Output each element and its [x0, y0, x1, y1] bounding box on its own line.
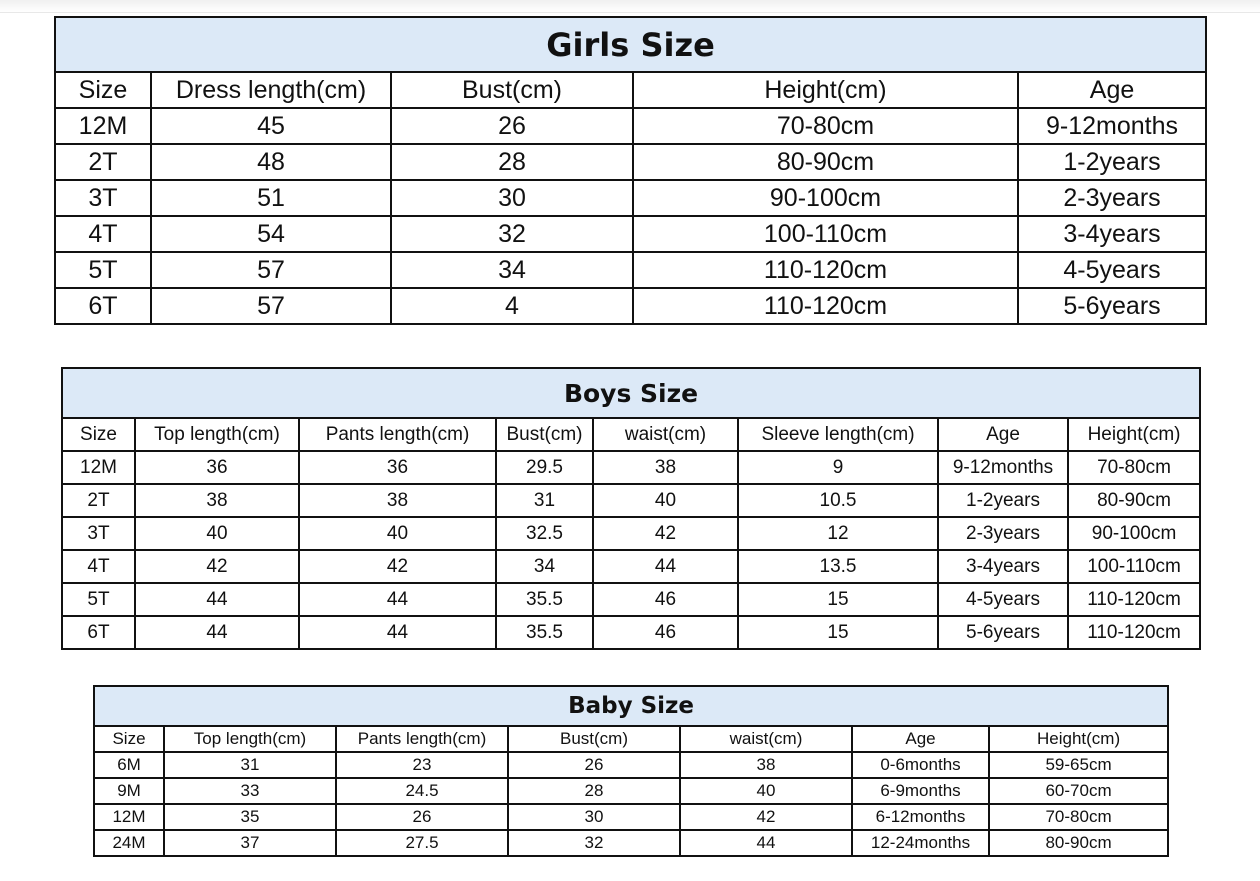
- table-cell: 51: [151, 180, 391, 216]
- table-header-row: [94, 726, 1168, 752]
- column-header: Height(cm): [633, 72, 1018, 108]
- table-cell: 4: [391, 288, 633, 324]
- table-cell: 26: [508, 752, 680, 778]
- table-cell: 80-90cm: [989, 830, 1168, 856]
- table-title: Girls Size: [55, 17, 1206, 72]
- column-header: Height(cm): [989, 726, 1168, 752]
- table-row: [94, 752, 1168, 778]
- table-cell: 1-2years: [1018, 144, 1206, 180]
- table-cell: 70-80cm: [1068, 451, 1200, 484]
- table-cell: 36: [135, 451, 299, 484]
- table-cell: 24M: [94, 830, 164, 856]
- table-cell: 23: [336, 752, 508, 778]
- table-cell: 26: [336, 804, 508, 830]
- column-header: Sleeve length(cm): [738, 418, 938, 451]
- table-title-row: [62, 368, 1200, 418]
- table-cell: 36: [299, 451, 496, 484]
- table-header-row: [62, 418, 1200, 451]
- table-cell: 32: [508, 830, 680, 856]
- table-cell: 12-24months: [852, 830, 989, 856]
- table-row: [62, 451, 1200, 484]
- column-header: Age: [938, 418, 1068, 451]
- table-cell: 46: [593, 583, 738, 616]
- table-cell: 3-4years: [1018, 216, 1206, 252]
- table-cell: 3T: [55, 180, 151, 216]
- table-cell: 3T: [62, 517, 135, 550]
- column-header: Bust(cm): [496, 418, 593, 451]
- table-cell: 110-120cm: [633, 288, 1018, 324]
- table-cell: 24.5: [336, 778, 508, 804]
- table-cell: 90-100cm: [1068, 517, 1200, 550]
- table-cell: 12M: [94, 804, 164, 830]
- table-title-row: [94, 686, 1168, 726]
- table-cell: 5T: [55, 252, 151, 288]
- table-cell: 5-6years: [938, 616, 1068, 649]
- table-cell: 29.5: [496, 451, 593, 484]
- table-row: [94, 830, 1168, 856]
- table-cell: 35.5: [496, 583, 593, 616]
- table-cell: 2T: [55, 144, 151, 180]
- table-title-row: [55, 17, 1206, 72]
- table-cell: 44: [135, 583, 299, 616]
- table-cell: 80-90cm: [1068, 484, 1200, 517]
- table-cell: 4T: [62, 550, 135, 583]
- table-cell: 38: [680, 752, 852, 778]
- table-title: Baby Size: [94, 686, 1168, 726]
- column-header: Top length(cm): [164, 726, 336, 752]
- column-header: Age: [1018, 72, 1206, 108]
- table-cell: 28: [391, 144, 633, 180]
- table-cell: 40: [680, 778, 852, 804]
- column-header: Pants length(cm): [299, 418, 496, 451]
- table-cell: 10.5: [738, 484, 938, 517]
- table-cell: 6T: [55, 288, 151, 324]
- table-cell: 42: [299, 550, 496, 583]
- table-cell: 45: [151, 108, 391, 144]
- table-cell: 90-100cm: [633, 180, 1018, 216]
- table-cell: 35: [164, 804, 336, 830]
- table-cell: 9-12months: [938, 451, 1068, 484]
- table-cell: 37: [164, 830, 336, 856]
- table-cell: 38: [593, 451, 738, 484]
- table-cell: 35.5: [496, 616, 593, 649]
- table-cell: 42: [135, 550, 299, 583]
- table-cell: 100-110cm: [633, 216, 1018, 252]
- table-row: [62, 550, 1200, 583]
- table-row: [55, 252, 1206, 288]
- table-cell: 6M: [94, 752, 164, 778]
- table-cell: 3-4years: [938, 550, 1068, 583]
- table-cell: 15: [738, 616, 938, 649]
- table-header-row: [55, 72, 1206, 108]
- table-cell: 12M: [62, 451, 135, 484]
- table-row: [55, 108, 1206, 144]
- table-cell: 80-90cm: [633, 144, 1018, 180]
- table-cell: 110-120cm: [633, 252, 1018, 288]
- table-cell: 44: [299, 616, 496, 649]
- table-cell: 59-65cm: [989, 752, 1168, 778]
- table-cell: 44: [593, 550, 738, 583]
- table-cell: 40: [299, 517, 496, 550]
- table-cell: 38: [135, 484, 299, 517]
- table-cell: 110-120cm: [1068, 616, 1200, 649]
- table-row: [62, 616, 1200, 649]
- table-cell: 15: [738, 583, 938, 616]
- table-cell: 2-3years: [1018, 180, 1206, 216]
- column-header: Bust(cm): [508, 726, 680, 752]
- table-cell: 26: [391, 108, 633, 144]
- column-header: waist(cm): [593, 418, 738, 451]
- table-row: [62, 583, 1200, 616]
- top-divider: [0, 0, 1260, 13]
- column-header: Bust(cm): [391, 72, 633, 108]
- table-cell: 40: [135, 517, 299, 550]
- table-cell: 4-5years: [938, 583, 1068, 616]
- table-cell: 13.5: [738, 550, 938, 583]
- table-cell: 46: [593, 616, 738, 649]
- table-cell: 70-80cm: [989, 804, 1168, 830]
- table-row: [55, 180, 1206, 216]
- table-title: Boys Size: [62, 368, 1200, 418]
- table-row: [55, 144, 1206, 180]
- column-header: Dress length(cm): [151, 72, 391, 108]
- table-cell: 31: [164, 752, 336, 778]
- table-row: [55, 288, 1206, 324]
- table-cell: 32.5: [496, 517, 593, 550]
- column-header: Top length(cm): [135, 418, 299, 451]
- table-cell: 4-5years: [1018, 252, 1206, 288]
- table-cell: 33: [164, 778, 336, 804]
- boys-size-table: [61, 367, 1201, 650]
- table-cell: 34: [496, 550, 593, 583]
- table-cell: 57: [151, 288, 391, 324]
- table-cell: 44: [135, 616, 299, 649]
- column-header: Size: [94, 726, 164, 752]
- table-cell: 2T: [62, 484, 135, 517]
- table-cell: 42: [680, 804, 852, 830]
- table-cell: 100-110cm: [1068, 550, 1200, 583]
- table-row: [94, 778, 1168, 804]
- table-cell: 54: [151, 216, 391, 252]
- table-cell: 57: [151, 252, 391, 288]
- table-cell: 9-12months: [1018, 108, 1206, 144]
- table-cell: 12: [738, 517, 938, 550]
- column-header: Age: [852, 726, 989, 752]
- table-cell: 4T: [55, 216, 151, 252]
- table-row: [55, 216, 1206, 252]
- table-cell: 5-6years: [1018, 288, 1206, 324]
- column-header: waist(cm): [680, 726, 852, 752]
- table-cell: 60-70cm: [989, 778, 1168, 804]
- table-row: [94, 804, 1168, 830]
- table-cell: 6T: [62, 616, 135, 649]
- girls-size-table: [54, 16, 1207, 325]
- table-cell: 31: [496, 484, 593, 517]
- table-cell: 1-2years: [938, 484, 1068, 517]
- column-header: Size: [55, 72, 151, 108]
- table-cell: 30: [391, 180, 633, 216]
- table-cell: 27.5: [336, 830, 508, 856]
- table-cell: 40: [593, 484, 738, 517]
- table-cell: 70-80cm: [633, 108, 1018, 144]
- table-cell: 110-120cm: [1068, 583, 1200, 616]
- table-cell: 34: [391, 252, 633, 288]
- column-header: Height(cm): [1068, 418, 1200, 451]
- table-cell: 28: [508, 778, 680, 804]
- column-header: Size: [62, 418, 135, 451]
- table-cell: 44: [680, 830, 852, 856]
- table-cell: 2-3years: [938, 517, 1068, 550]
- table-cell: 38: [299, 484, 496, 517]
- table-cell: 9: [738, 451, 938, 484]
- table-cell: 30: [508, 804, 680, 830]
- table-row: [62, 484, 1200, 517]
- table-cell: 0-6months: [852, 752, 989, 778]
- table-cell: 12M: [55, 108, 151, 144]
- table-cell: 44: [299, 583, 496, 616]
- table-row: [62, 517, 1200, 550]
- column-header: Pants length(cm): [336, 726, 508, 752]
- table-cell: 6-9months: [852, 778, 989, 804]
- table-cell: 32: [391, 216, 633, 252]
- table-cell: 5T: [62, 583, 135, 616]
- table-cell: 48: [151, 144, 391, 180]
- table-cell: 6-12months: [852, 804, 989, 830]
- table-cell: 42: [593, 517, 738, 550]
- baby-size-table: [93, 685, 1169, 857]
- table-cell: 9M: [94, 778, 164, 804]
